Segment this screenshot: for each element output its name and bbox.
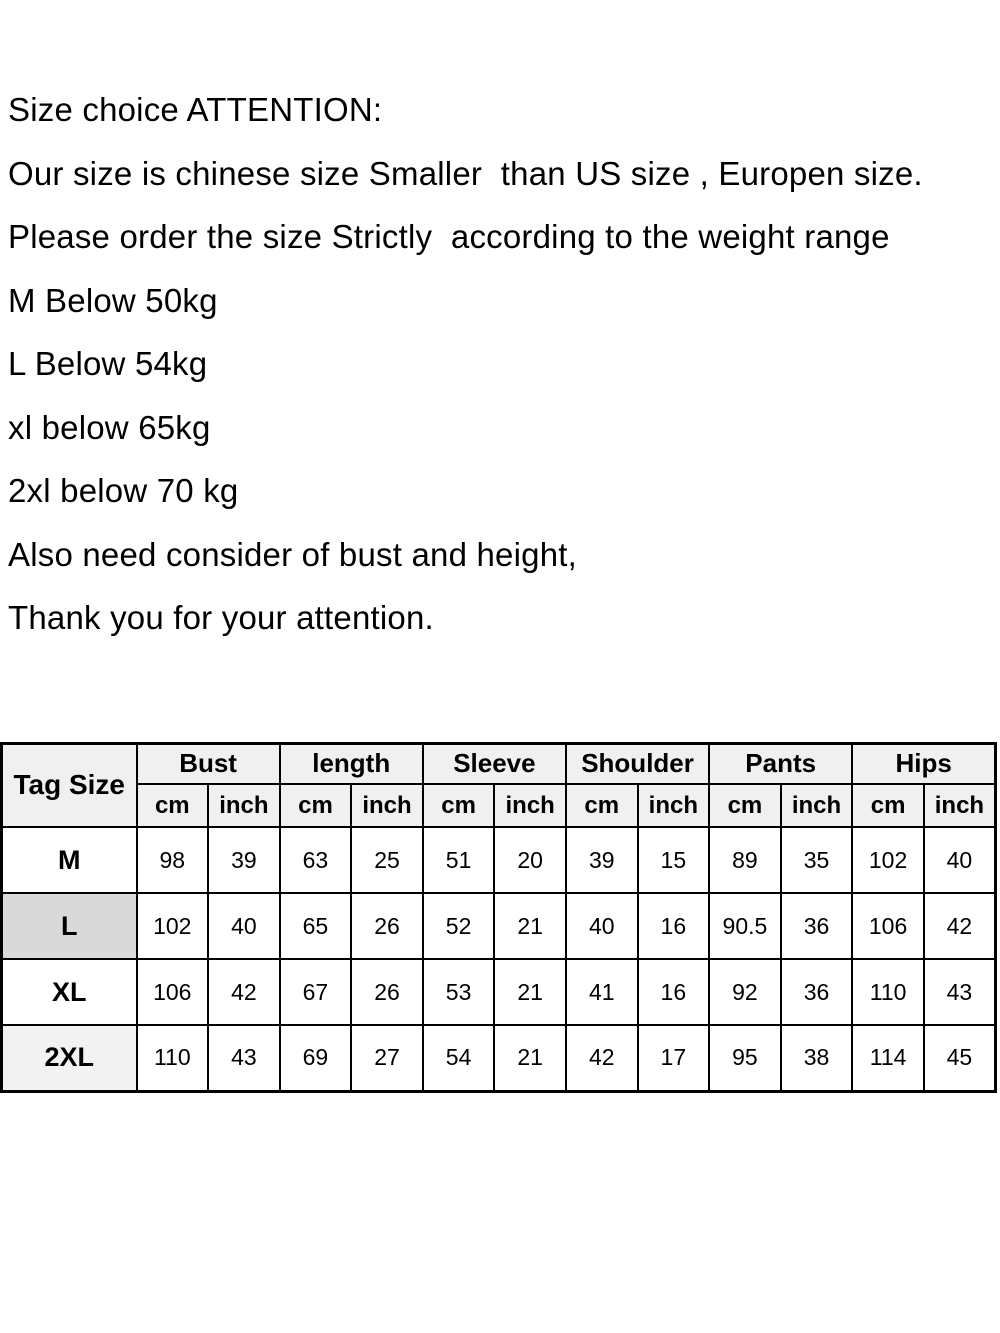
measurement-value: 16 (638, 893, 710, 959)
group-header-sleeve: Sleeve (423, 743, 566, 784)
measurement-value: 63 (280, 827, 352, 893)
measurement-value: 38 (781, 1025, 853, 1091)
unit-header-inch: inch (638, 784, 710, 827)
unit-header-inch: inch (208, 784, 280, 827)
measurement-value: 69 (280, 1025, 352, 1091)
unit-header-cm: cm (709, 784, 781, 827)
measurement-value: 40 (924, 827, 996, 893)
group-header-pants: Pants (709, 743, 852, 784)
measurement-value: 40 (566, 893, 638, 959)
measurement-value: 15 (638, 827, 710, 893)
measurement-value: 26 (351, 959, 423, 1025)
measurement-value: 106 (137, 959, 209, 1025)
row-tag-m: M (2, 827, 137, 893)
measurement-value: 45 (924, 1025, 996, 1091)
size-chart-body (2, 827, 996, 1091)
size-notice (0, 0, 1000, 650)
measurement-value: 42 (208, 959, 280, 1025)
unit-header-cm: cm (137, 784, 209, 827)
group-header-shoulder: Shoulder (566, 743, 709, 784)
measurement-value: 35 (781, 827, 853, 893)
measurement-value: 39 (566, 827, 638, 893)
measurement-value: 65 (280, 893, 352, 959)
measurement-value: 52 (423, 893, 495, 959)
unit-header-cm: cm (423, 784, 495, 827)
measurement-value: 54 (423, 1025, 495, 1091)
measurement-value: 42 (566, 1025, 638, 1091)
measurement-value: 27 (351, 1025, 423, 1091)
notice-line: Thank you for your attention. (8, 599, 434, 636)
table-row-l (2, 893, 996, 959)
measurement-value: 43 (208, 1025, 280, 1091)
measurement-value: 106 (852, 893, 924, 959)
table-row-2xl (2, 1025, 996, 1091)
notice-line: xl below 65kg (8, 408, 211, 446)
measurement-value: 102 (137, 893, 209, 959)
notice-line: Our size is chinese size Smaller than US size , Europen size. (8, 154, 923, 192)
measurement-value: 16 (638, 959, 710, 1025)
measurement-value: 36 (781, 893, 853, 959)
measurement-value: 21 (494, 959, 566, 1025)
row-tag-l: L (2, 893, 137, 959)
measurement-value: 95 (709, 1025, 781, 1091)
measurement-value: 53 (423, 959, 495, 1025)
unit-header-inch: inch (494, 784, 566, 827)
size-chart-header (2, 743, 996, 827)
unit-header-row (2, 784, 996, 827)
measurement-value: 92 (709, 959, 781, 1025)
group-header-bust: Bust (137, 743, 280, 784)
notice-line: Also need consider of bust and height, (8, 535, 577, 573)
unit-header-cm: cm (852, 784, 924, 827)
group-header-row (2, 743, 996, 784)
unit-header-cm: cm (566, 784, 638, 827)
measurement-value: 20 (494, 827, 566, 893)
notice-line: M Below 50kg (8, 281, 218, 319)
group-header-length: length (280, 743, 423, 784)
measurement-value: 42 (924, 893, 996, 959)
notice-line: Size choice ATTENTION: (8, 91, 383, 128)
unit-header-inch: inch (351, 784, 423, 827)
unit-header-inch: inch (924, 784, 996, 827)
measurement-value: 114 (852, 1025, 924, 1091)
measurement-value: 21 (494, 893, 566, 959)
unit-header-cm: cm (280, 784, 352, 827)
notice-line: L Below 54kg (8, 345, 208, 382)
measurement-value: 26 (351, 893, 423, 959)
table-row-m (2, 827, 996, 893)
size-chart-table (0, 742, 997, 1093)
notice-line: 2xl below 70 kg (8, 472, 239, 509)
measurement-value: 36 (781, 959, 853, 1025)
measurement-value: 98 (137, 827, 209, 893)
measurement-value: 110 (137, 1025, 209, 1091)
measurement-value: 41 (566, 959, 638, 1025)
measurement-value: 43 (924, 959, 996, 1025)
measurement-value: 17 (638, 1025, 710, 1091)
measurement-value: 39 (208, 827, 280, 893)
row-tag-xl: XL (2, 959, 137, 1025)
measurement-value: 89 (709, 827, 781, 893)
table-row-xl (2, 959, 996, 1025)
row-tag-2xl: 2XL (2, 1025, 137, 1091)
measurement-value: 110 (852, 959, 924, 1025)
measurement-value: 67 (280, 959, 352, 1025)
group-header-hips: Hips (852, 743, 995, 784)
measurement-value: 51 (423, 827, 495, 893)
notice-line: Please order the size Strictly according to the weight range (8, 218, 890, 255)
measurement-value: 40 (208, 893, 280, 959)
measurement-value: 90.5 (709, 893, 781, 959)
corner-header-tag-size: Tag Size (2, 743, 137, 827)
measurement-value: 21 (494, 1025, 566, 1091)
measurement-value: 25 (351, 827, 423, 893)
unit-header-inch: inch (781, 784, 853, 827)
measurement-value: 102 (852, 827, 924, 893)
